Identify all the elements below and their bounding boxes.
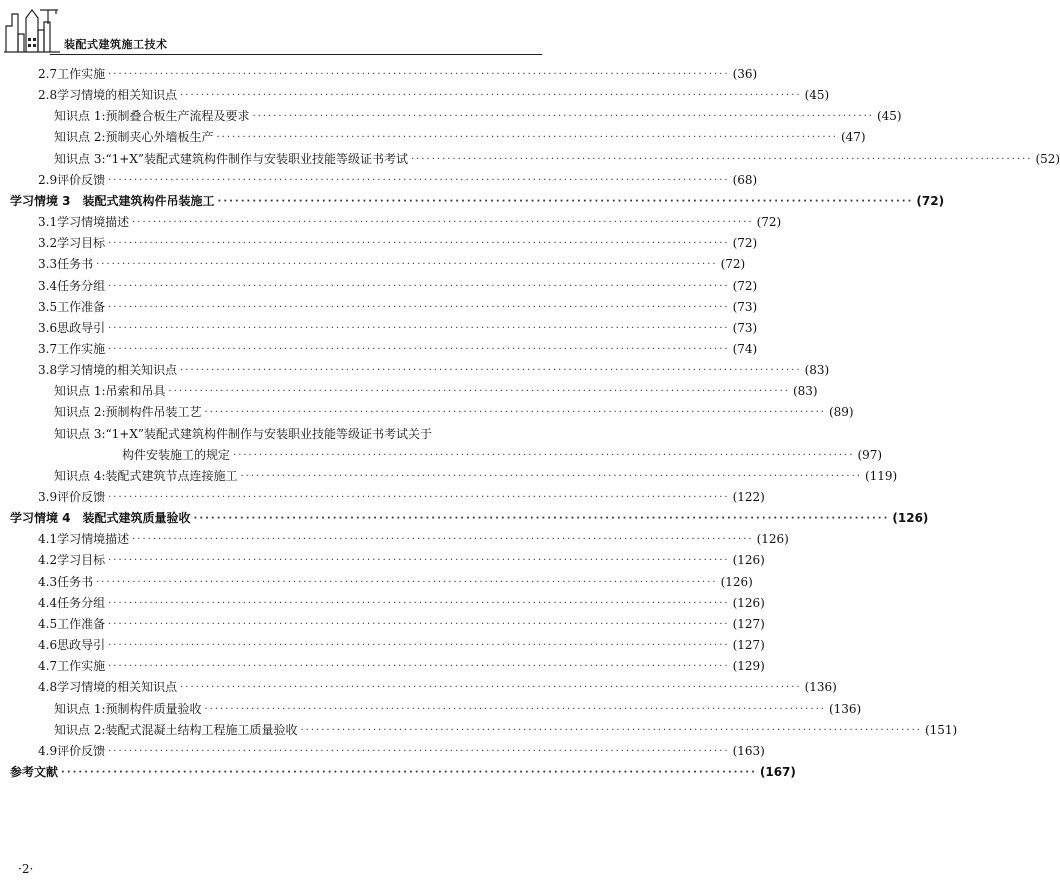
toc-row[interactable]: [0, 339, 758, 360]
toc-dot-leader: ························································································································: [204, 407, 826, 419]
toc-page-number: (83): [792, 384, 818, 399]
toc-row[interactable]: [0, 741, 765, 762]
toc-section-number: 3.2: [38, 236, 58, 251]
toc-row[interactable]: [0, 614, 765, 635]
toc-entry-title: 学习情境描述: [57, 532, 130, 547]
toc-entry-title: 学习目标: [57, 236, 106, 251]
toc-section-number: 4.5: [38, 616, 58, 631]
toc-row[interactable]: [0, 529, 789, 550]
toc-page-number: (83): [804, 363, 830, 378]
toc-chapter-row[interactable]: [0, 762, 796, 783]
toc-entry-title: 学习目标: [57, 553, 106, 568]
toc-entry-title: 工作实施: [57, 659, 106, 674]
toc-page-number: (126): [720, 574, 753, 589]
toc-entry-title: 知识点 4:装配式建筑节点连接施工: [54, 468, 238, 483]
toc-entry-title: 知识点 1:吊索和吊具: [54, 384, 166, 399]
toc-dot-leader: ························································································································: [108, 343, 730, 355]
toc-section-number: 3.9: [38, 490, 58, 504]
toc-entry-title: 学习情境 3 装配式建筑构件吊装施工: [10, 193, 215, 208]
toc-dot-leader: ························································································································: [108, 301, 730, 313]
header-rule: [50, 54, 542, 55]
toc-row[interactable]: [0, 233, 758, 254]
toc-row[interactable]: [0, 550, 765, 571]
toc-entry-title: 学习情境 4 装配式建筑质量验收: [10, 511, 191, 526]
toc-dot-leader: ························································································································: [108, 174, 730, 186]
toc-entry-title: 评价反馈: [57, 743, 106, 758]
toc-entry-title: 思政导引: [57, 638, 106, 653]
toc-section-number: 3.7: [38, 341, 58, 356]
page-number: ·2·: [18, 862, 34, 876]
toc-entry-title: 知识点 2:装配式混凝土结构工程施工质量验收: [54, 722, 298, 737]
toc-row[interactable]: [0, 127, 866, 148]
toc-section-number: 4.2: [38, 553, 58, 568]
toc-entry-title: 学习情境的相关知识点: [57, 88, 178, 103]
toc-dot-leader: ························································································································: [180, 90, 802, 102]
toc-entry-title: 知识点 3:“1+X”装配式建筑构件制作与安装职业技能等级证书考试: [54, 151, 408, 166]
toc-dot-leader: ························································································································: [204, 703, 826, 715]
toc-dot-leader: ························································································································: [180, 365, 802, 377]
toc-dot-leader: ························································································································: [108, 280, 730, 292]
toc-dot-leader: ························································································································: [108, 322, 730, 334]
toc-page-number: (129): [732, 659, 765, 674]
toc-row[interactable]: [0, 297, 758, 318]
toc-section-number: 2.7: [38, 67, 58, 81]
toc-entry-title: 任务书: [57, 574, 94, 589]
toc-dot-leader: ························································································································: [96, 576, 718, 588]
toc-page-number: (52): [1035, 151, 1060, 166]
toc-entry-title: 思政导引: [57, 320, 106, 335]
toc-dot-leader: ························································································································: [96, 259, 718, 271]
toc-entry-title: 知识点 2:预制构件吊装工艺: [54, 405, 202, 420]
toc-row[interactable]: [0, 254, 746, 275]
toc-dot-leader: ························································································································: [217, 195, 914, 207]
toc-page-number: (72): [756, 215, 782, 230]
toc-dot-leader: ························································································································: [108, 492, 730, 503]
toc-dot-leader: ························································································································: [193, 513, 890, 525]
toc-dot-leader: ························································································································: [108, 238, 730, 250]
toc-dot-leader: ························································································································: [132, 217, 754, 229]
book-title: 装配式建筑施工技术: [64, 38, 168, 51]
page-header: [0, 0, 556, 60]
toc-page-number: (126): [892, 511, 929, 526]
toc-section-number: 4.9: [38, 743, 58, 758]
toc-section-number: 2.8: [38, 88, 58, 103]
toc-entry-title: 工作实施: [57, 67, 106, 81]
toc-page-number: (127): [732, 638, 765, 653]
toc-dot-leader: ························································································································: [61, 766, 757, 778]
toc-row[interactable]: [0, 85, 830, 106]
toc-dot-leader: ························································································································: [108, 618, 730, 630]
toc-page-number: (47): [840, 130, 866, 145]
toc-entry-title: 任务书: [57, 257, 94, 272]
toc-page-number: (45): [876, 109, 902, 124]
toc-row[interactable]: [0, 318, 758, 339]
toc-page-number: (36): [732, 67, 758, 81]
toc-row[interactable]: [0, 381, 818, 402]
toc-dot-leader: ························································································································: [216, 132, 838, 144]
toc-dot-leader: ························································································································: [300, 724, 922, 736]
toc-dot-leader: ························································································································: [240, 470, 862, 482]
toc-section-number: 4.7: [38, 659, 58, 674]
toc-entry-title: 知识点 1:预制构件质量验收: [54, 701, 202, 716]
toc-row[interactable]: [0, 276, 758, 297]
toc-page-number: (72): [732, 278, 758, 293]
toc-section-number: 4.3: [38, 574, 58, 589]
toc-dot-leader: ························································································································: [252, 111, 874, 123]
toc-row[interactable]: [0, 402, 854, 423]
toc-dot-leader: ························································································································: [132, 534, 754, 546]
toc-section-number: 3.5: [38, 299, 58, 314]
toc-section-number: 3.4: [38, 278, 58, 293]
toc-row[interactable]: [0, 360, 830, 381]
toc-section-number: 3.3: [38, 257, 58, 272]
toc-dot-leader: ························································································································: [108, 640, 730, 652]
toc-page-number: (163): [732, 743, 765, 758]
toc-row[interactable]: [0, 445, 883, 466]
toc-dot-leader: ························································································································: [180, 682, 802, 694]
toc-entry-title: 工作准备: [57, 299, 106, 314]
toc-chapter-row[interactable]: [0, 508, 929, 529]
toc-page-number: (73): [732, 299, 758, 314]
toc-page-number: (68): [732, 172, 758, 187]
toc-dot-leader: ························································································································: [108, 555, 730, 567]
toc-entry-title: 工作准备: [57, 616, 106, 631]
toc-entry-title: 学习情境描述: [57, 215, 130, 230]
toc-entry-title: 任务分组: [57, 595, 106, 610]
toc-row[interactable]: [0, 106, 902, 127]
toc-page-number: (136): [828, 701, 862, 716]
toc-row[interactable]: [0, 149, 1060, 170]
toc-row[interactable]: [0, 64, 758, 85]
toc-page-number: (119): [864, 468, 898, 483]
toc-row[interactable]: [0, 170, 758, 191]
toc-entry-title: 构件安装施工的规定: [122, 447, 231, 462]
toc-section-number: 2.9: [38, 172, 58, 187]
city-skyline-logo-icon: [4, 4, 60, 54]
toc-entry-title: 评价反馈: [57, 172, 106, 187]
toc-entry-title: 参考文献: [10, 764, 59, 779]
toc-chapter-row[interactable]: [0, 191, 945, 212]
toc-entry-title: 知识点 2:预制夹心外墙板生产: [54, 130, 214, 145]
toc-entry-title: 知识点 3:“1+X”装配式建筑构件制作与安装职业技能等级证书考试关于: [54, 426, 432, 441]
toc-page-number: (136): [804, 680, 837, 695]
toc-section-number: 4.6: [38, 638, 58, 653]
toc-section-number: 4.4: [38, 595, 58, 610]
toc-dot-leader: ························································································································: [108, 597, 730, 609]
toc-row[interactable]: [0, 720, 958, 741]
toc-entry-title: 学习情境的相关知识点: [57, 363, 178, 378]
toc-section-number: 4.8: [38, 680, 58, 695]
toc-row[interactable]: [0, 487, 765, 508]
toc-page-number: (126): [732, 553, 765, 568]
toc-entry-title: 学习情境的相关知识点: [57, 680, 178, 695]
toc-row[interactable]: [0, 635, 765, 656]
toc-page-number: (127): [732, 616, 765, 631]
toc-page-number: (167): [759, 764, 796, 779]
toc-entry-title: 知识点 1:预制叠合板生产流程及要求: [54, 109, 250, 124]
toc-page-number: (151): [924, 722, 958, 737]
toc-section-number: 4.1: [38, 532, 58, 547]
toc-dot-leader: ························································································································: [108, 69, 730, 80]
toc-page-number: (73): [732, 320, 758, 335]
toc-page-number: (97): [857, 447, 883, 462]
toc-dot-leader: ························································································································: [108, 745, 730, 757]
toc-entry-title: 任务分组: [57, 278, 106, 293]
toc-row[interactable]: [0, 466, 898, 487]
toc-row[interactable]: [0, 699, 862, 720]
toc-row[interactable]: [0, 572, 753, 593]
toc-row[interactable]: [0, 424, 556, 445]
toc-dot-leader: ························································································································: [168, 386, 790, 398]
toc-dot-leader: ························································································································: [108, 661, 730, 673]
toc-page-number: (72): [916, 193, 945, 208]
toc-section-number: 3.8: [38, 363, 58, 378]
toc-row[interactable]: [0, 593, 765, 614]
toc-section-number: 3.1: [38, 215, 58, 230]
toc-dot-leader: ························································································································: [411, 153, 1033, 165]
toc-page-number: (45): [804, 88, 830, 103]
toc-page-number: (74): [732, 341, 758, 356]
toc-row[interactable]: [0, 656, 765, 677]
toc-page-number: (126): [756, 532, 789, 547]
toc-dot-leader: ························································································································: [233, 449, 855, 461]
toc-entry-title: 工作实施: [57, 341, 106, 356]
toc-page-number: (126): [732, 595, 765, 610]
toc-row[interactable]: [0, 212, 782, 233]
toc-page-number: (72): [732, 236, 758, 251]
toc-page-number: (72): [720, 257, 746, 272]
toc-row[interactable]: [0, 677, 837, 698]
toc-entry-title: 评价反馈: [57, 490, 106, 504]
toc-page-number: (122): [732, 490, 765, 504]
toc-page-number: (89): [828, 405, 854, 420]
toc-section-number: 3.6: [38, 320, 58, 335]
